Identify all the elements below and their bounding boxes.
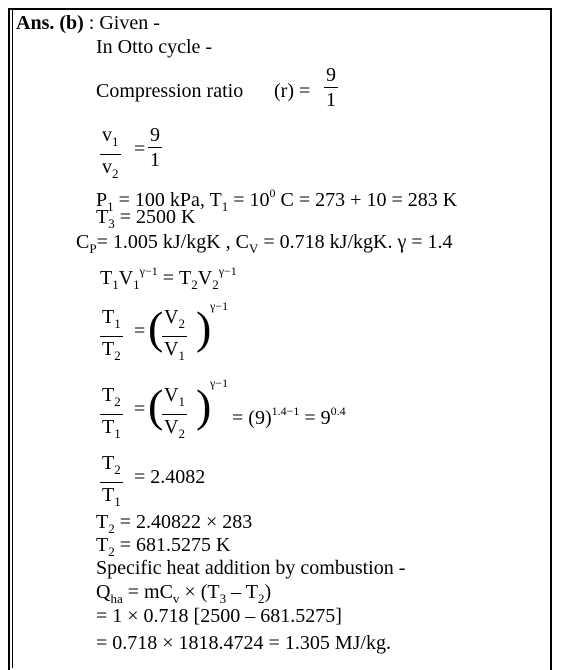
- heat-calc-line-1: = 1 × 0.718 [2500 – 681.5275]: [96, 605, 342, 627]
- fraction-denominator: $v_2$: [102, 156, 119, 181]
- adiabatic-relation: $T_1V_1^{\gamma-1} = T_2V_2^{\gamma-1}$: [100, 264, 237, 292]
- fraction-numerator: $V_2$: [164, 306, 185, 331]
- fraction-denominator: 1: [326, 89, 336, 111]
- fraction-numerator: $T_1$: [102, 306, 121, 331]
- t2-result-line: $T_2 = 681.5275$ K: [96, 534, 231, 559]
- exponent: γ−1: [210, 299, 229, 313]
- fraction-numerator: $v_1$: [102, 124, 119, 149]
- temperature-ratio-3: [100, 452, 123, 513]
- ratio-value: = 2.4082: [134, 466, 206, 488]
- power-evaluation: = $(9)^{1.4-1} = 9^{0.4}$: [232, 404, 346, 429]
- given-label: : Given -: [83, 12, 160, 34]
- temperature-ratio-1: [100, 306, 123, 367]
- right-paren: ): [196, 380, 212, 431]
- fraction-numerator: $T_2$: [102, 452, 121, 477]
- fraction-denominator: $T_2$: [102, 338, 121, 363]
- fraction-denominator: $T_1$: [102, 484, 121, 509]
- fraction-numerator: $V_1$: [164, 384, 185, 409]
- fraction-bar: [100, 414, 123, 415]
- answer-label: Ans. (b): [16, 12, 84, 34]
- compression-ratio-r: (r) =: [274, 80, 311, 102]
- otto-cycle-line: In Otto cycle -: [96, 36, 213, 58]
- fraction-denominator: $V_2$: [164, 416, 185, 441]
- specific-heats-line: $C_P= 1.005$ kJ/kgK , $C_V = 0.718$ kJ/kgK. γ = 1.4: [76, 231, 453, 256]
- compression-ratio-label: Compression ratio: [96, 80, 244, 102]
- heat-calc-line-2: = 0.718 × 1818.4724 = 1.305 MJ/kg.: [96, 632, 391, 654]
- fraction-bar: [162, 336, 187, 337]
- fraction-numerator: $T_2$: [102, 384, 121, 409]
- fraction-denominator: 1: [150, 149, 160, 171]
- fraction-bar: [100, 482, 123, 483]
- fraction-denominator: $T_1$: [102, 416, 121, 441]
- heat-formula-line: $Q_{ha} = mC_v \times (T_3 - T_2)$: [96, 581, 272, 606]
- heat-addition-heading: Specific heat addition by combustion -: [96, 557, 406, 579]
- right-paren: ): [196, 302, 212, 353]
- volume-ratio-2-1: [162, 306, 187, 367]
- t3-line: $T_3 = 2500$ K: [96, 206, 196, 231]
- compression-ratio-fraction: [324, 64, 338, 111]
- volume-ratio-1-2: [162, 384, 187, 445]
- answer-heading: [16, 12, 160, 34]
- fraction-bar: [100, 154, 121, 155]
- equals-sign: =: [134, 398, 146, 420]
- left-paren: (: [148, 302, 164, 353]
- box-inner-border: [12, 8, 13, 668]
- exponent: γ−1: [210, 376, 229, 390]
- fraction-numerator: 9: [326, 64, 336, 86]
- fraction-denominator: $V_1$: [164, 338, 185, 363]
- p1-t1-line: $P_1 = 100$ kPa, $T_1 = 10^0$ C = 273 + 10 = 283 K: [96, 186, 458, 214]
- fraction-bar: [148, 147, 162, 148]
- equals-sign: =: [134, 138, 146, 160]
- left-paren: (: [148, 380, 164, 431]
- fraction-bar: [100, 336, 123, 337]
- equals-sign: =: [134, 320, 146, 342]
- temperature-ratio-2: [100, 384, 123, 445]
- volume-ratio-value: [148, 124, 162, 171]
- volume-ratio-fraction: [100, 124, 121, 185]
- fraction-numerator: 9: [150, 124, 160, 146]
- t2-calc-line: $T_2 = 2.40822 \times 283$: [96, 511, 253, 536]
- fraction-bar: [324, 87, 338, 88]
- fraction-bar: [162, 414, 187, 415]
